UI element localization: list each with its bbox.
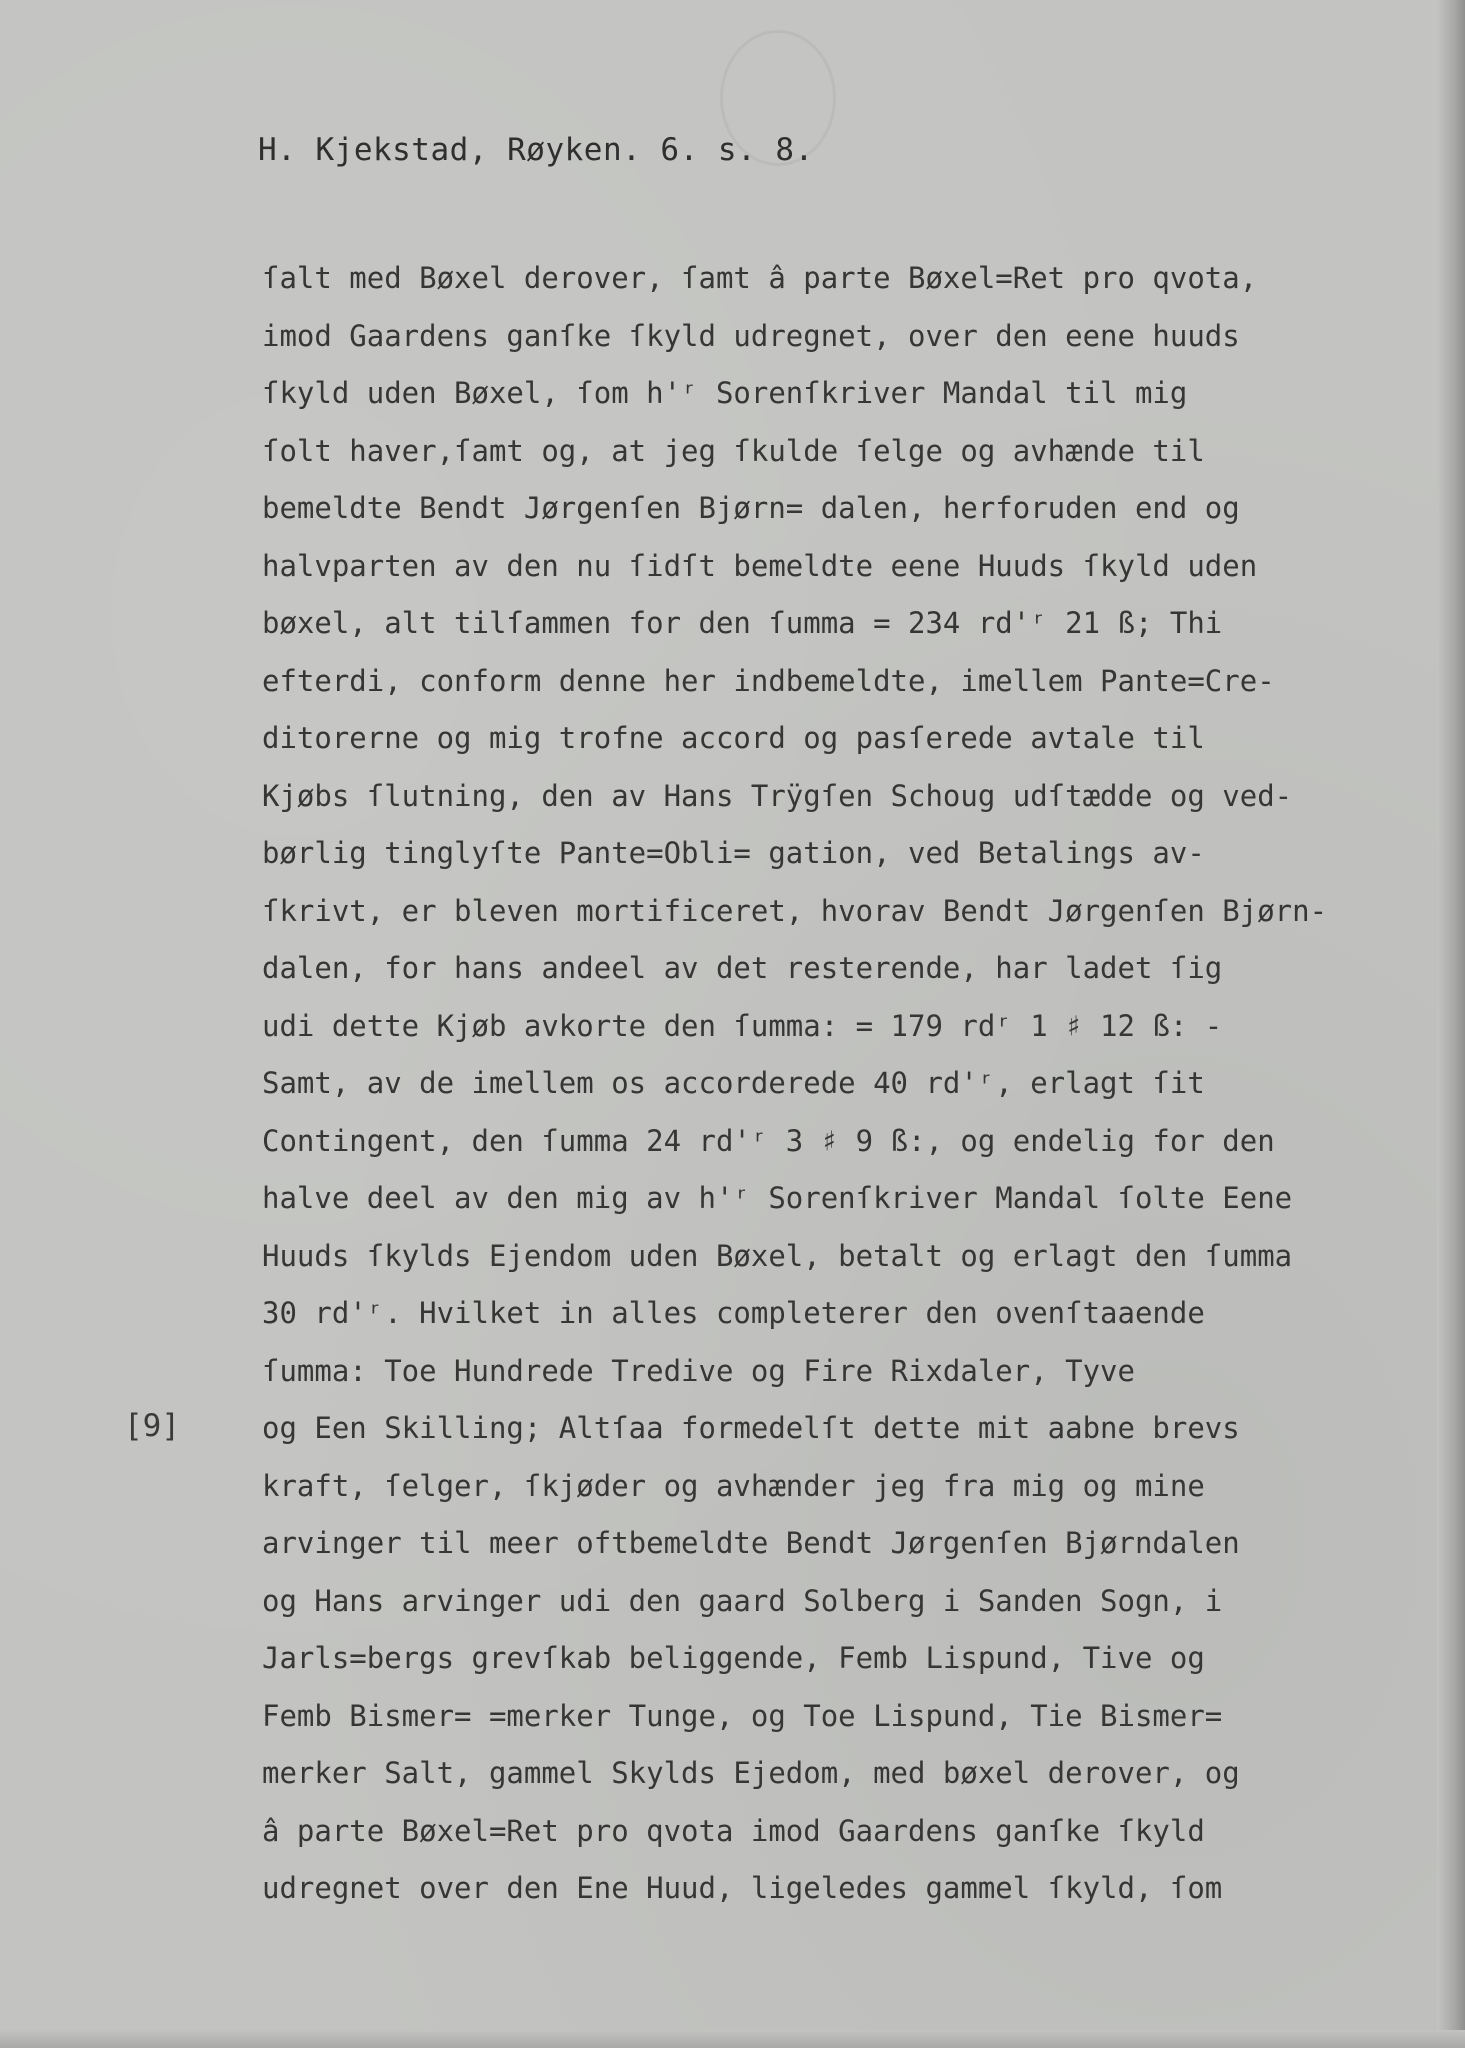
- text-line: og Een Skilling; Altſaa formedelſt dette mit aabne brevs: [262, 1411, 1240, 1445]
- text-line: efterdi, conform denne her indbemeldte, imellem Pante=Cre-: [262, 663, 1275, 698]
- text-line: ſolt haver,ſamt og, at jeg ſkulde ſelge og avhænde til: [262, 433, 1205, 468]
- text-line: Kjøbs ſlutning, den av Hans Trÿgſen Schoug udſtædde og ved-: [262, 778, 1293, 813]
- text-line: bemeldte Bendt Jørgenſen Bjørn= dalen, herforuden end og: [262, 491, 1240, 525]
- page-edge-shadow: [1437, 0, 1465, 2048]
- text-line: udregnet over den Ene Huud, ligeledes gammel ſkyld, ſom: [262, 1871, 1223, 1905]
- text-line: dalen, for hans andeel av det resterende, har ladet ſig: [262, 951, 1223, 985]
- text-line: kraft, ſelger, ſkjøder og avhænder jeg fra mig og mine: [262, 1468, 1205, 1503]
- text-line: halve deel av den mig av h'ʳ Sorenſkriver Mandal ſolte Eene: [262, 1181, 1293, 1215]
- text-line: imod Gaardens ganſke ſkyld udregnet, over den eene huuds: [262, 318, 1240, 353]
- text-line: ſkrivt, er bleven mortificeret, hvorav Bendt Jørgenſen Bjørn-: [262, 893, 1328, 928]
- text-line: halvparten av den nu ſidſt bemeldte eene Huuds ſkyld uden: [262, 548, 1258, 583]
- text-line: merker Salt, gammel Skylds Ejedom, med bøxel derover, og: [262, 1756, 1240, 1790]
- text-line: Huuds ſkylds Ejendom uden Bøxel, betalt og erlagt den ſumma: [262, 1238, 1293, 1273]
- text-line: Contingent, den ſumma 24 rd'ʳ 3 ♯ 9 ß:, og endelig for den: [262, 1123, 1275, 1158]
- text-line: bøxel, alt tilſammen for den ſumma = 234 rd'ʳ 21 ß; Thi: [262, 606, 1223, 640]
- text-line: udi dette Kjøb avkorte den ſumma: = 179 rdʳ 1 ♯ 12 ß: -: [262, 1008, 1223, 1043]
- text-line: 30 rd'ʳ. Hvilket in alles completerer den ovenſtaaende: [262, 1296, 1205, 1330]
- text-line: Femb Bismer= =merker Tunge, og Toe Lispund, Tie Bismer=: [262, 1698, 1223, 1733]
- page-bottom-edge: [0, 2030, 1465, 2048]
- transcription-body: [262, 250, 1342, 1918]
- margin-page-number: [9]: [124, 1408, 180, 1444]
- text-line: arvinger til meer oftbemeldte Bendt Jørgenſen Bjørndalen: [262, 1526, 1240, 1560]
- text-line: Jarls=bergs grevſkab beliggende, Femb Lispund, Tive og: [262, 1641, 1205, 1675]
- text-line: ſumma: Toe Hundrede Tredive og Fire Rixdaler, Tyve: [262, 1353, 1135, 1388]
- text-line: ſalt med Bøxel derover, ſamt â parte Bøxel=Ret pro qvota,: [262, 261, 1258, 295]
- text-line: Samt, av de imellem os accorderede 40 rd'ʳ, erlagt ſit: [262, 1066, 1205, 1100]
- text-line: børlig tinglyſte Pante=Obli= gation, ved Betalings av-: [262, 836, 1205, 870]
- document-header: H. Kjekstad, Røyken. 6. s. 8.: [258, 132, 814, 168]
- text-line: â parte Bøxel=Ret pro qvota imod Gaardens ganſke ſkyld: [262, 1813, 1205, 1848]
- text-line: ſkyld uden Bøxel, ſom h'ʳ Sorenſkriver Mandal til mig: [262, 376, 1188, 410]
- text-line: ditorerne og mig trofne accord og pasſerede avtale til: [262, 721, 1205, 755]
- text-line: og Hans arvinger udi den gaard Solberg i Sanden Sogn, i: [262, 1583, 1223, 1618]
